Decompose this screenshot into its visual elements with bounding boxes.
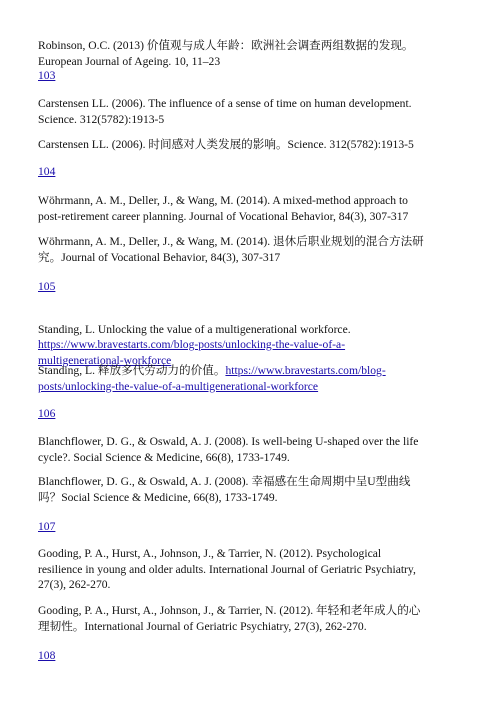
reference-standing-original [38,306,468,368]
reference-carstensen-original: Carstensen LL. (2006). The influence of a sense of time on human development. Science. 312(5782):1913-5 [38,97,412,126]
footnote-number-108[interactable]: 108 [38,649,56,662]
reference-gooding-original: Gooding, P. A., Hurst, A., Johnson, J., & Tarrier, N. (2012). Psychological resilience in young and older adults. International Journal of Geriatric Psychiatry, 27(3), 262-270. [38,547,416,591]
reference-carstensen-translated: Carstensen LL. (2006). 时间感对人类发展的影响。Science. 312(5782):1913-5 [38,138,414,151]
footnote-number-104[interactable]: 104 [38,165,56,178]
footnote-number-106[interactable]: 106 [38,407,56,420]
reference-blanchflower-original: Blanchflower, D. G., & Oswald, A. J. (2008). Is well-being U-shaped over the life cycle?. Social Science & Medicine, 66(8), 1733-1749. [38,435,419,464]
footnote-number-105[interactable]: 105 [38,280,56,293]
reference-blanchflower-translated: Blanchflower, D. G., & Oswald, A. J. (2008). 幸福感在生命周期中呈U型曲线 吗？Social Science & Medicine, 66(8), 1733-1749. [38,475,411,504]
reference-standing-translated [38,363,468,394]
reference-standing-original-text: Standing, L. Unlocking the value of a multigenerational workforce. [38,322,351,336]
reference-wohrmann-original: Wöhrmann, A. M., Deller, J., & Wang, M. (2014). A mixed-method approach to post-retirement career planning. Journal of Vocational Behavior, 84(3), 307-317 [38,194,409,223]
footnote-number-107[interactable]: 107 [38,520,56,533]
reference-wohrmann-translated: Wöhrmann, A. M., Deller, J., & Wang, M. (2014). 退休后职业规划的混合方法研 究。Journal of Vocational Behavior, 84(3), 307-317 [38,235,424,264]
footnote-number-103[interactable]: 103 [38,69,56,82]
bravestarts-link-original[interactable]: https://www.bravestarts.com/blog-posts/unlocking-the-value-of-a- multigenerational-workforce [38,338,346,367]
reference-standing-translated-text: Standing, L. 释放多代劳动力的价值。 [38,364,226,377]
bravestarts-link-translated[interactable]: https://www.bravestarts.com/blog- posts/unlocking-the-value-of-a-multigenerational-workforce [38,364,386,393]
reference-gooding-translated: Gooding, P. A., Hurst, A., Johnson, J., & Tarrier, N. (2012). 年轻和老年成人的心 理韧性。International Journal of Geriatric Psychiatry, 27(3), 262-270. [38,604,421,633]
reference-robinson-translated: Robinson, O.C. (2013) 价值观与成人年龄：欧洲社会调查两组数据的发现。 European Journal of Ageing. 10, 11–23 [38,39,414,68]
